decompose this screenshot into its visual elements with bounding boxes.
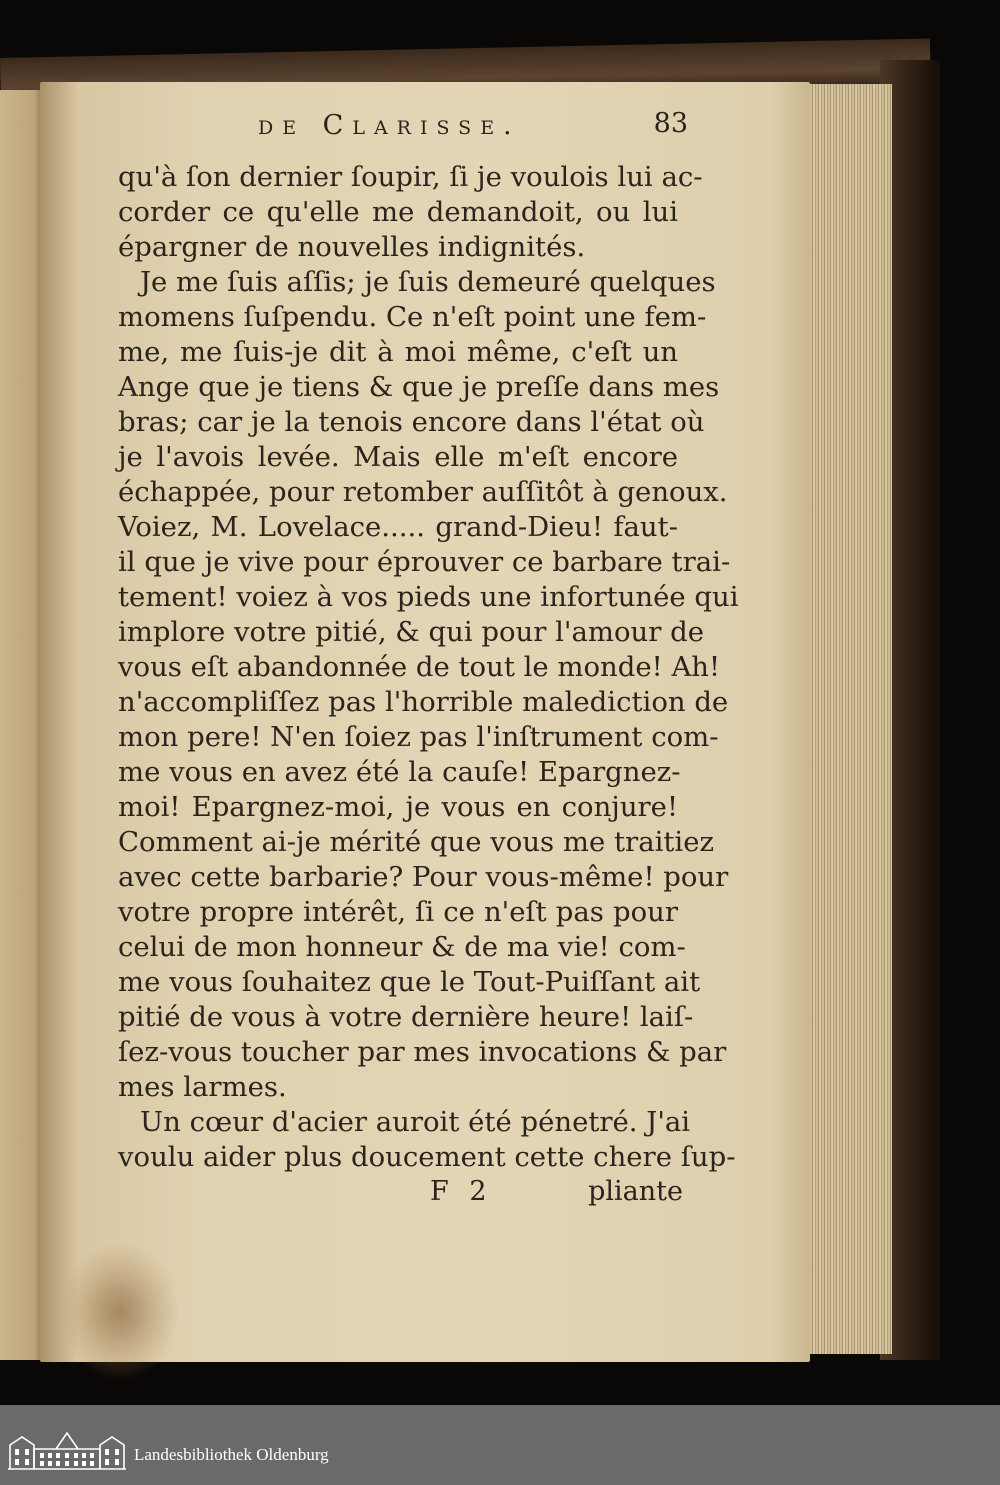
signature-mark: F 2 (430, 1176, 493, 1207)
text-line: mes larmes. (118, 1071, 287, 1103)
text-line: tement! voiez à vos pieds une infortunée qui (118, 581, 739, 613)
text-line: corder ce qu'elle me demandoit, ou lui (118, 196, 678, 228)
text-line: momens ſuſpendu. Ce n'eſt point une fem- (118, 301, 707, 333)
text-line: votre propre intérêt, ſi ce n'eſt pas pour (118, 896, 678, 928)
text-line: me vous en avez été la cauſe! Epargnez- (118, 756, 681, 788)
page-header (258, 110, 688, 150)
text-line: n'accompliſſez pas l'horrible malediction de (118, 686, 729, 718)
running-title: de Clarisse. (258, 110, 521, 141)
page-footer (118, 1176, 683, 1216)
page-number: 83 (653, 108, 688, 139)
text-line: avec cette barbarie? Pour vous-même! pour (118, 861, 729, 893)
text-line: vous eſt abandonnée de tout le monde! Ah! (118, 651, 721, 683)
text-line: Je me ſuis aſſis; je ſuis demeuré quelques (140, 266, 716, 298)
text-line: me, me ſuis-je dit à moi même, c'eſt un (118, 336, 678, 368)
text-line: me vous ſouhaitez que le Tout-Puiſſant ait (118, 966, 701, 998)
text-line: bras; car je la tenois encore dans l'état où (118, 406, 705, 438)
text-line: épargner de nouvelles indignités. (118, 231, 586, 263)
text-line: Un cœur d'acier auroit été pénetré. J'ai (140, 1106, 691, 1138)
text-line: celui de mon honneur & de ma vie! com- (118, 931, 686, 963)
library-name: Landesbibliothek Oldenburg (134, 1445, 329, 1464)
text-line: ſez-vous toucher par mes invocations & par (118, 1036, 727, 1068)
text-line: je l'avois levée. Mais elle m'eſt encore (118, 441, 678, 473)
text-line: Comment ai-je mérité que vous me traitiez (118, 826, 714, 858)
catchword: pliante (588, 1176, 683, 1207)
text-line: mon pere! N'en ſoiez pas l'inſtrument com- (118, 721, 719, 753)
text-line: moi! Epargnez-moi, je vous en conjure! (118, 791, 678, 823)
text-line: Ange que je tiens & que je preſſe dans mes (118, 371, 720, 403)
library-building-icon (8, 1429, 126, 1471)
text-line: qu'à ſon dernier ſoupir, ſi je voulois lui ac- (118, 161, 703, 193)
text-line: Voiez, M. Lovelace..... grand-Dieu! faut- (118, 511, 678, 543)
text-line: pitié de vous à votre dernière heure! laiſ- (118, 1001, 694, 1033)
foxing-stain (60, 1242, 180, 1382)
text-line: il que je vive pour éprouver ce barbare trai- (118, 546, 731, 578)
library-branding-bar (0, 1405, 1000, 1485)
text-line: implore votre pitié, & qui pour l'amour de (118, 616, 704, 648)
text-line: échappée, pour retomber auſſitôt à genoux. (118, 476, 728, 508)
page-body-text (118, 160, 739, 1175)
text-line: voulu aider plus doucement cette chere ſup- (118, 1141, 736, 1173)
